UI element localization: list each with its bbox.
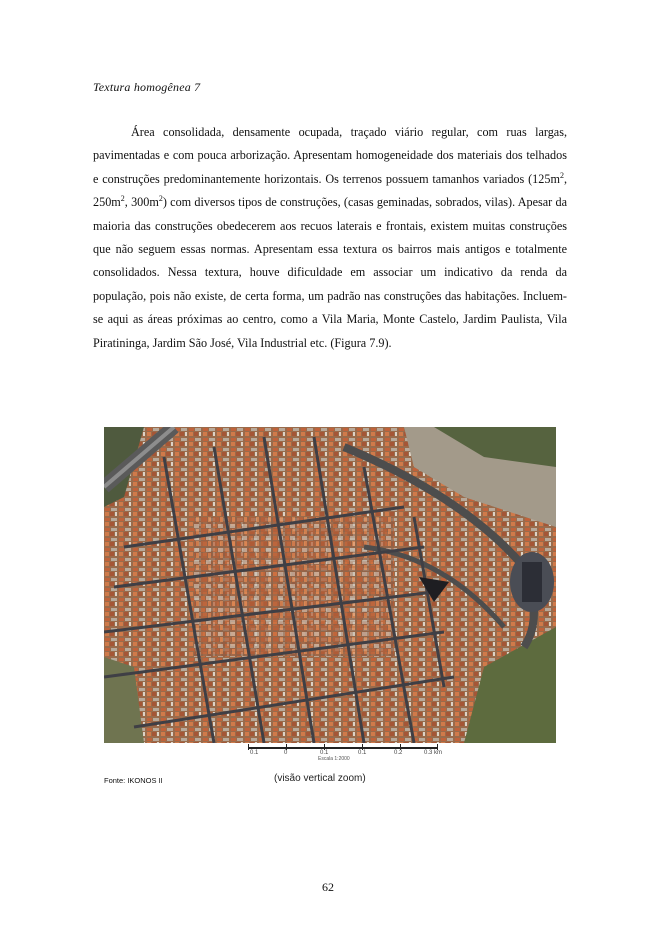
scale-label: Escala 1:2000 bbox=[318, 756, 350, 762]
scale-number: 0 bbox=[284, 750, 288, 756]
figure-source: Fonte: IKONOS II bbox=[104, 776, 163, 785]
figure-caption: (visão vertical zoom) bbox=[274, 773, 366, 784]
scale-number: 0.3 km bbox=[424, 750, 443, 756]
scale-tick bbox=[248, 744, 249, 750]
satellite-image bbox=[104, 427, 556, 743]
scale-number: 0.1 bbox=[250, 750, 259, 756]
scale-number: 0.2 bbox=[394, 750, 403, 756]
scale-line bbox=[248, 747, 438, 749]
body-paragraph: Área consolidada, densamente ocupada, traçado viário regular, com ruas largas, pavimentadas e com pouca arborização. Apresentam homogeneidade dos materiais dos telhados e construções predominantemente horizontais. Os terrenos possuem tamanhos variados ($125m^2$, $250m^2$, $300m^2$) com diversos tipos de construções, (casas geminadas, sobrados, vilas). Apesar da maioria das construções obedecerem aos recuos laterais e frontais, existem muitas construções que não seguem essas normas. Apresentam essa textura os bairros mais antigos e totalmente consolidados. Nessa textura, houve dificuldade em associar um indicativo da renda da população, pois não existe, de certa forma, um padrão nas construções das habitações. Incluem-se aqui as áreas próximas ao centro, como a Vila Maria, Monte Castelo, Jardim Paulista, Vila Piratininga, Jardim São José, Vila Industrial etc. (Figura 7.9). bbox=[93, 125, 567, 350]
page-number: 62 bbox=[322, 880, 334, 894]
scale-number: 0.1 bbox=[320, 750, 329, 756]
scale-number: 0.1 bbox=[358, 750, 367, 756]
section-heading: Textura homogênea 7 bbox=[93, 80, 201, 94]
